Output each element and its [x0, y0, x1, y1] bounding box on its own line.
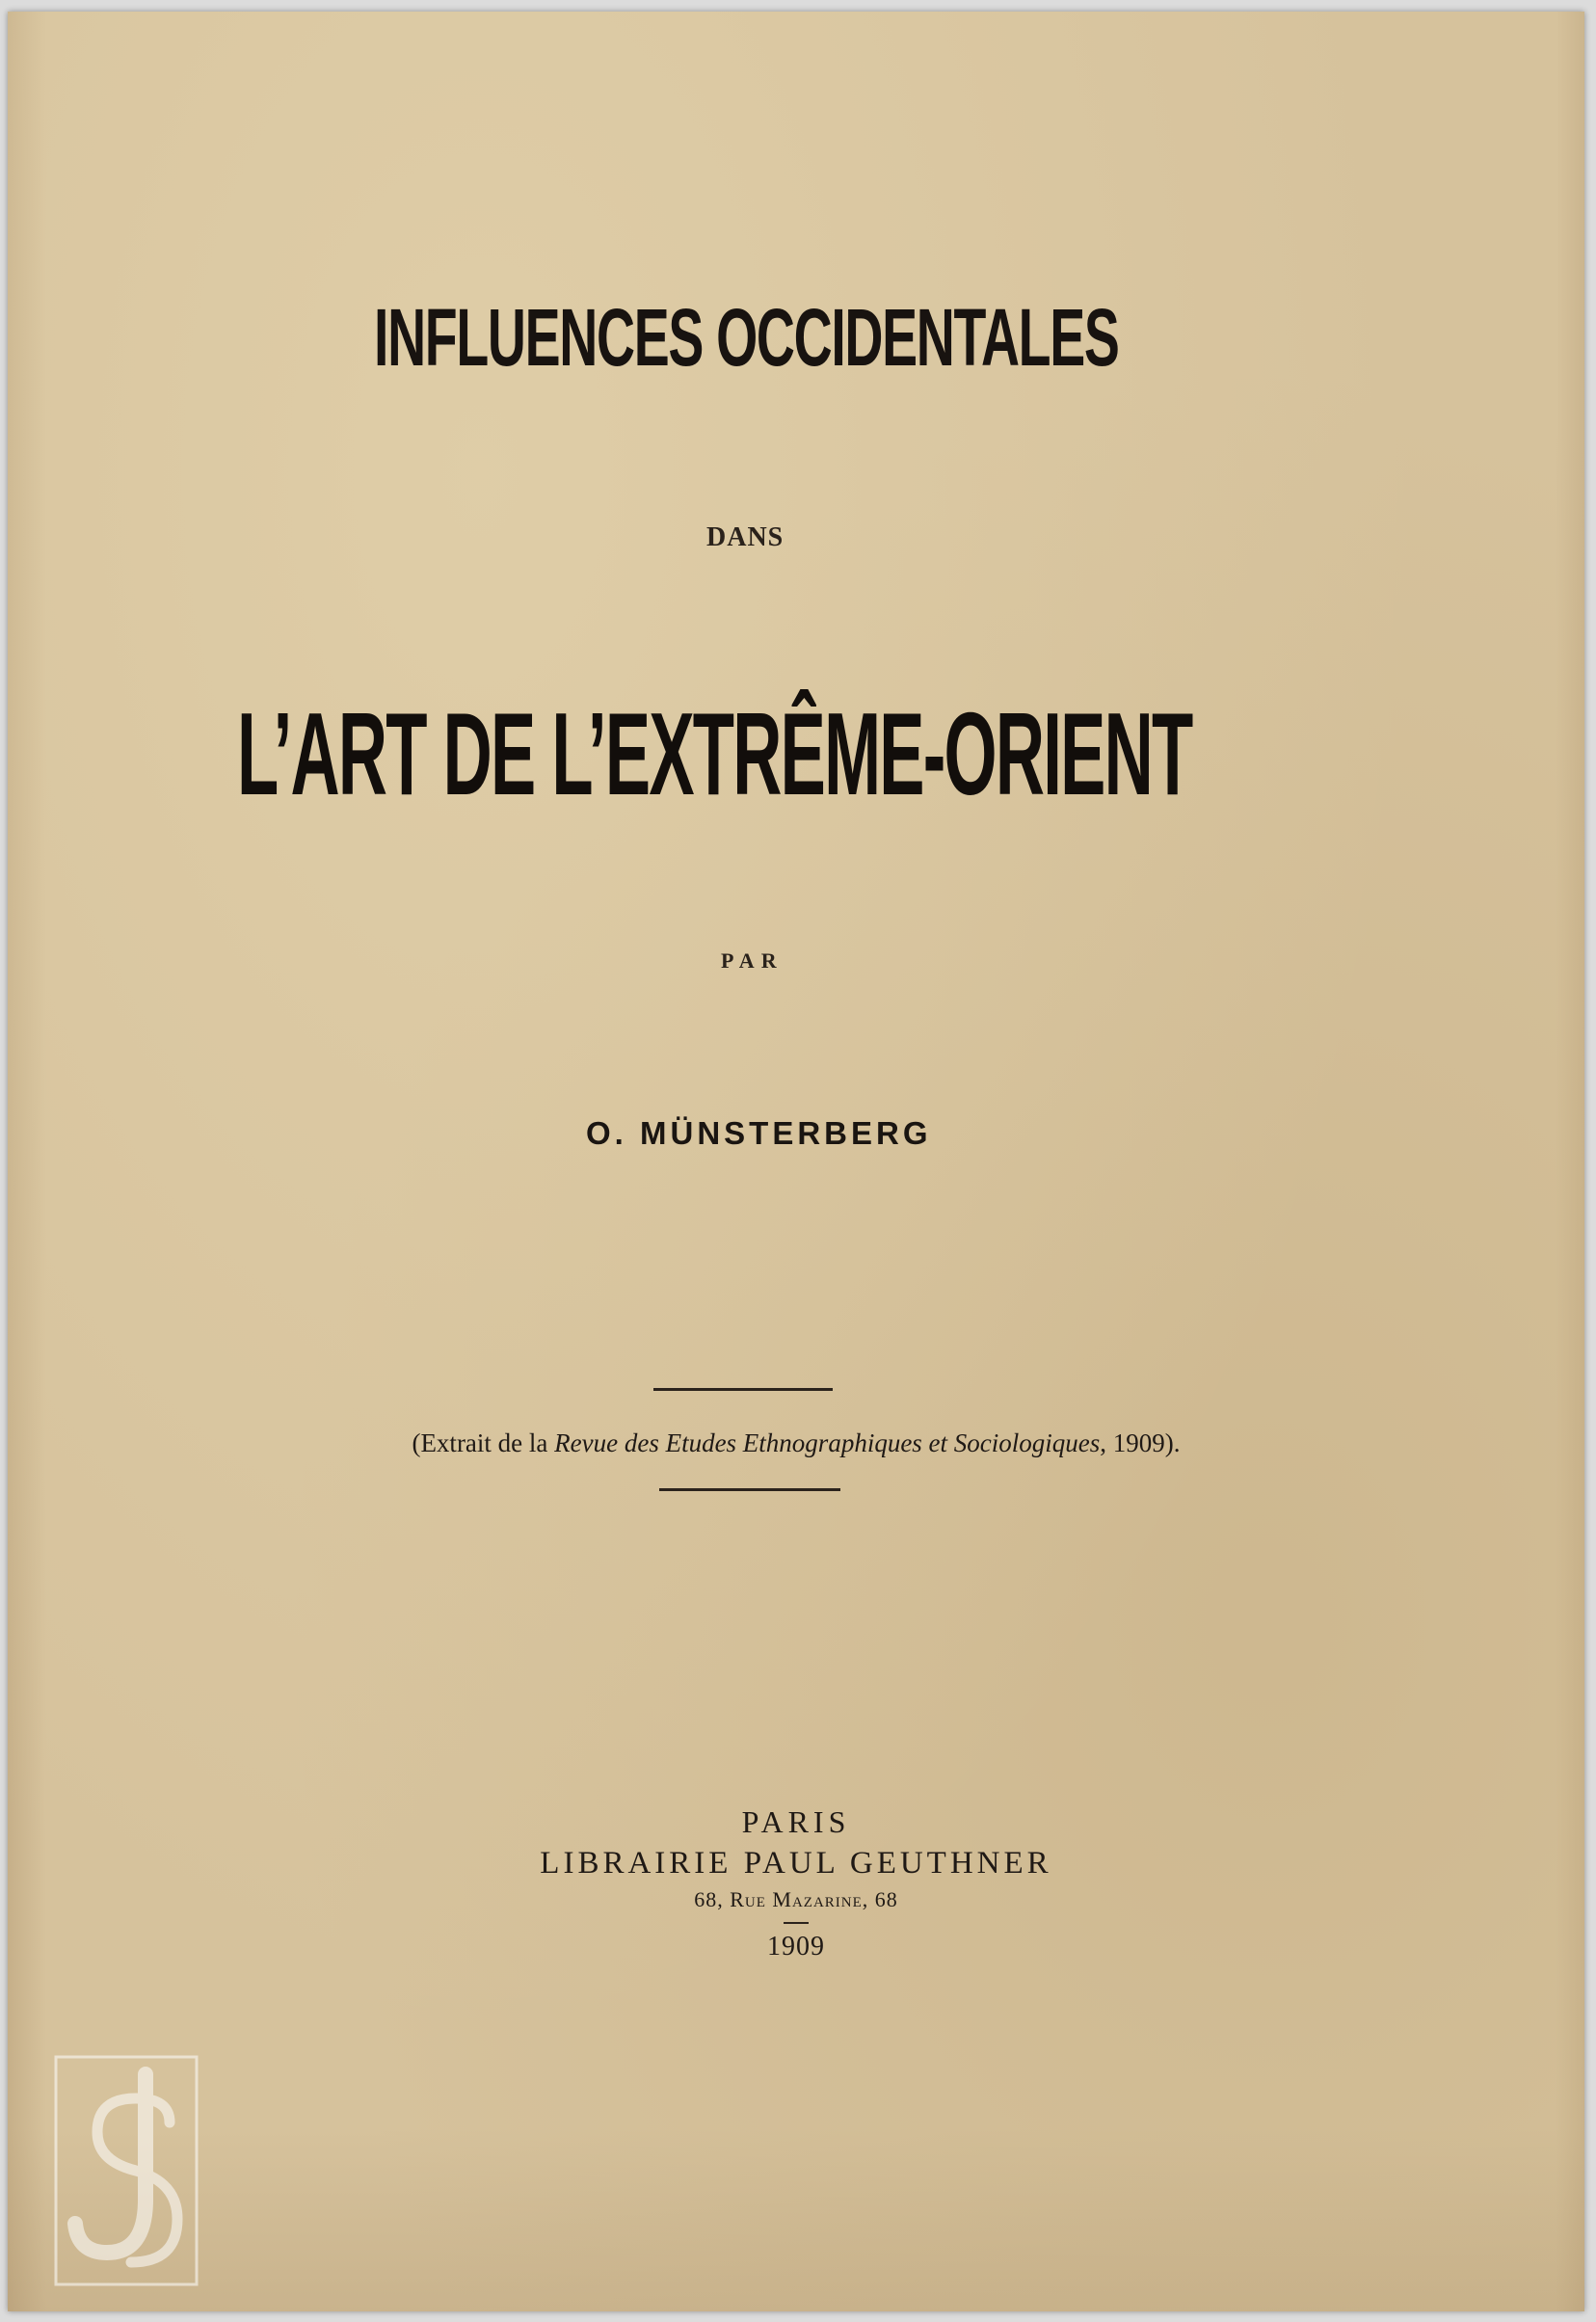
- extract-note: [8, 1428, 1584, 1458]
- divider-top: [653, 1388, 833, 1391]
- book-cover: [8, 12, 1584, 2311]
- title-line-2: L’ART DE L’EXTRÊME-ORIENT: [237, 688, 1192, 819]
- js-monogram-logo-icon: [54, 2055, 199, 2286]
- extract-suffix: , 1909).: [1100, 1428, 1181, 1457]
- imprint-year: 1909: [767, 1932, 825, 1962]
- extract-prefix: (Extrait de la: [412, 1428, 555, 1457]
- imprint-divider: [784, 1922, 809, 1924]
- connector-dans: DANS: [706, 522, 785, 552]
- imprint: [8, 1804, 1584, 1962]
- by-label: PAR: [721, 948, 784, 973]
- imprint-publisher: LIBRAIRIE PAUL GEUTHNER: [540, 1846, 1052, 1881]
- journal-title: Revue des Etudes Ethnographiques et Sociologiques: [554, 1428, 1101, 1457]
- imprint-city: PARIS: [741, 1804, 851, 1839]
- divider-bottom: [659, 1488, 840, 1491]
- title-line-1: INFLUENCES OCCIDENTALES: [374, 292, 1119, 383]
- imprint-address: 68, Rue Mazarine, 68: [694, 1887, 898, 1911]
- author-name: O. MÜNSTERBERG: [586, 1115, 932, 1151]
